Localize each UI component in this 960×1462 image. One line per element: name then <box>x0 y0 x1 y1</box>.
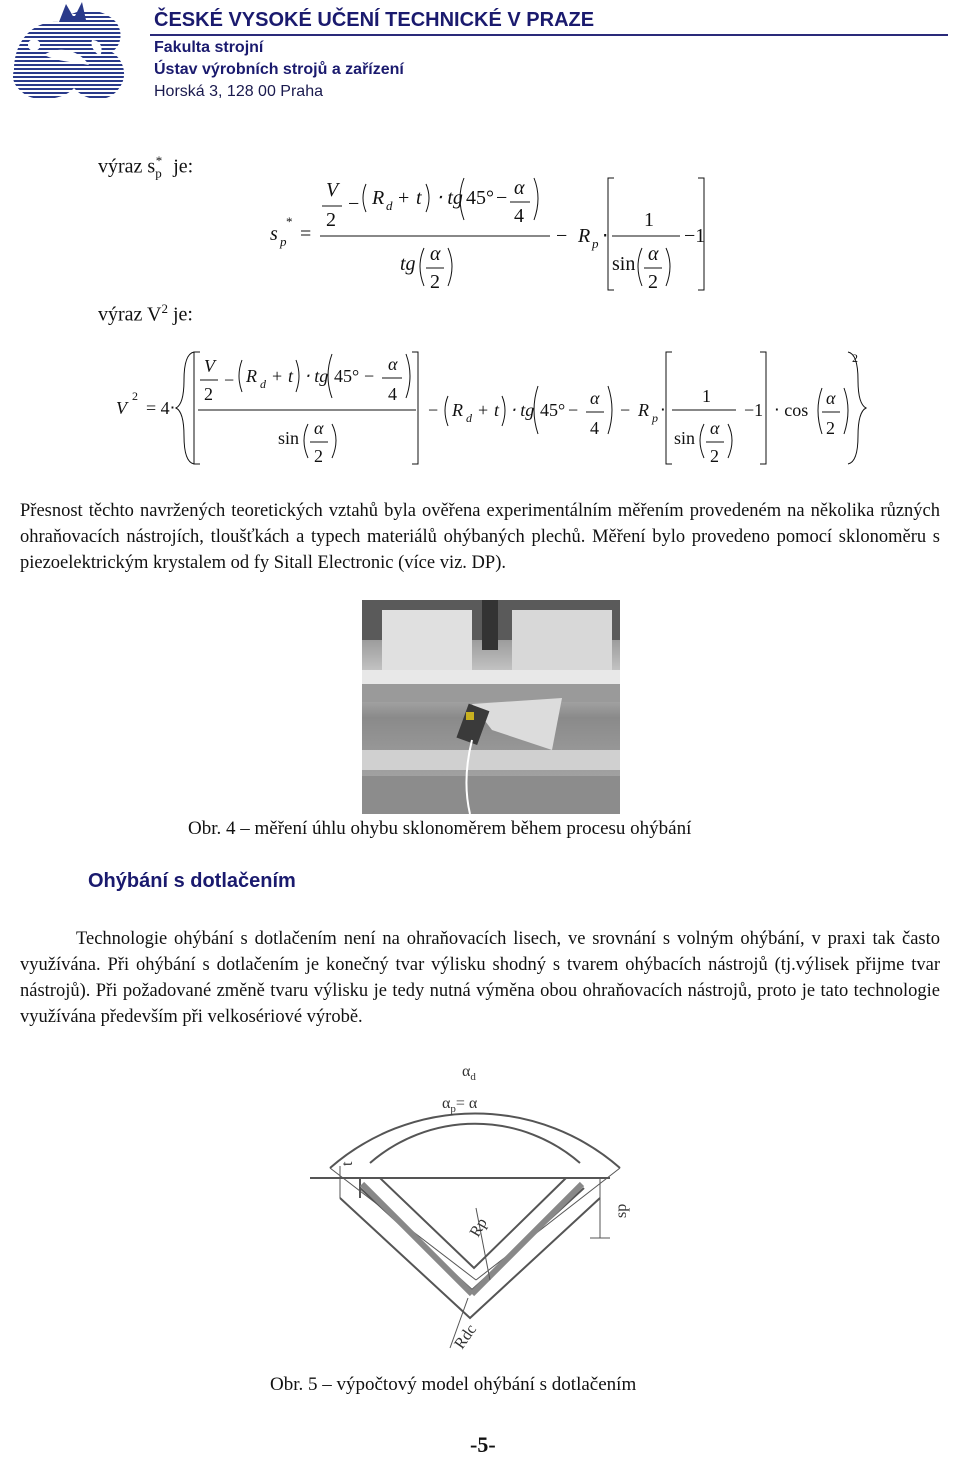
svg-text:45°: 45° <box>540 400 566 420</box>
svg-text:2: 2 <box>204 384 213 404</box>
svg-text:−: − <box>428 400 439 420</box>
v2-intro: výraz $V^2$ je: <box>98 301 193 326</box>
page-number: -5- <box>470 1432 496 1457</box>
svg-text:αp= α: $\alpha_p= \alpha$ <box>442 1095 478 1115</box>
svg-text:sin: sin <box>612 253 636 275</box>
svg-text:2: 2 <box>648 271 658 293</box>
svg-text:p: p <box>280 234 287 249</box>
svg-text:t: t <box>494 400 500 420</box>
svg-text:α: α <box>648 243 659 265</box>
svg-text:−1: −1 <box>744 400 764 420</box>
svg-text:1: 1 <box>702 386 711 406</box>
equation-v2 <box>112 340 872 470</box>
svg-text:d: d <box>386 198 393 213</box>
svg-text:tg: tg <box>400 253 416 275</box>
svg-text:t: t <box>416 187 422 209</box>
svg-text:α: α <box>514 177 525 199</box>
svg-text:V: V <box>326 179 339 201</box>
svg-text:R: R <box>452 400 463 420</box>
section-title: Ohýbání s dotlačením <box>88 870 296 892</box>
svg-text:α: α <box>826 388 836 408</box>
svg-text:α: α <box>430 243 441 265</box>
svg-text:⋅ cos: ⋅ cos <box>774 400 809 420</box>
svg-text:−: − <box>364 366 375 386</box>
svg-text:=: = <box>300 223 312 245</box>
svg-text:2: 2 <box>430 271 440 293</box>
svg-text:2: 2 <box>826 418 835 438</box>
diagram-coining-model <box>300 1058 660 1368</box>
svg-text:−: − <box>568 400 579 420</box>
university-logo <box>4 0 144 108</box>
svg-text:4: 4 <box>514 205 524 227</box>
svg-text:4: 4 <box>590 418 599 438</box>
svg-text:−: − <box>620 400 631 420</box>
svg-text:sin: sin <box>674 428 696 448</box>
svg-text:2: 2 <box>326 209 336 231</box>
svg-text:⋅ tg: ⋅ tg <box>436 187 463 209</box>
header-rule <box>150 34 948 36</box>
svg-text:⋅: ⋅ <box>660 400 666 420</box>
svg-text:⋅ tg: ⋅ tg <box>510 400 535 420</box>
svg-text:+: + <box>272 366 283 386</box>
svg-text:−1: −1 <box>684 225 706 247</box>
svg-text:R: R <box>246 366 257 386</box>
svg-text:+: + <box>478 400 489 420</box>
svg-text:V: V <box>204 356 215 376</box>
svg-text:R: R <box>638 400 649 420</box>
svg-text:p: p <box>592 236 599 251</box>
svg-text:α: α <box>314 418 324 438</box>
svg-text:+: + <box>398 187 410 209</box>
svg-text:t: t <box>339 1161 356 1166</box>
svg-text:45°: 45° <box>334 366 360 386</box>
svg-text:p: p <box>652 411 658 425</box>
photo-inclinometer-measurement <box>362 600 620 814</box>
svg-text:d: d <box>466 411 472 425</box>
svg-text:R: R <box>372 187 385 209</box>
svg-text:αd: $\alpha_d$ <box>462 1063 476 1083</box>
svg-text:⋅: ⋅ <box>602 225 609 247</box>
svg-text:α: α <box>590 388 600 408</box>
svg-text:⋅ tg: ⋅ tg <box>304 366 329 386</box>
svg-text:= 4⋅: = 4⋅ <box>146 398 176 418</box>
figure4-caption: Obr. 4 – měření úhlu ohybu sklonoměrem během procesu ohýbání <box>188 818 692 839</box>
svg-text:2: 2 <box>314 446 323 466</box>
svg-text:−: − <box>556 225 568 247</box>
sp-intro: výraz $s_p^*$ je: <box>98 153 194 181</box>
svg-text:Rp: Rp <box>466 1215 491 1240</box>
svg-text:t: t <box>288 366 294 386</box>
svg-text:4: 4 <box>388 384 397 404</box>
figure5-caption: Obr. 5 – výpočtový model ohýbání s dotlačením <box>270 1374 637 1395</box>
svg-text:−: − <box>348 193 360 215</box>
svg-text:2: 2 <box>852 351 858 365</box>
svg-text:*: * <box>286 214 293 229</box>
svg-text:sin: sin <box>278 428 300 448</box>
svg-text:Rdc: Rdc <box>451 1321 481 1353</box>
institute-name: Ústav výrobních strojů a zařízení <box>154 61 404 78</box>
svg-text:d: d <box>260 377 266 391</box>
equation-sp <box>260 170 720 300</box>
svg-text:2: 2 <box>710 446 719 466</box>
svg-text:R: R <box>578 225 591 247</box>
paragraph-coining: Technologie ohýbání s dotlačením není na ohraňovacích lisech, ve srovnání s volným ohýbání, v praxi tak často využívána. Při ohýbání s dotlačením je konečný tvar výlisku shodný s tvarem ohýbacích nástrojů (tj.výlisek přijme tvar nástrojů). Při požadované změně tvaru výlisku je tedy nutná výměna obou ohraňovacích nástrojů, proto je tato technologie využívána především při velkosériové výrobě. <box>20 929 940 1027</box>
svg-text:1: 1 <box>644 209 654 231</box>
svg-text:sp: sp <box>613 1203 630 1218</box>
svg-text:α: α <box>710 418 720 438</box>
svg-text:s: s <box>270 223 278 245</box>
address: Horská 3, 128 00 Praha <box>154 83 323 100</box>
svg-text:−: − <box>496 187 508 209</box>
faculty-name: Fakulta strojní <box>154 39 264 56</box>
paragraph-verification: Přesnost těchto navržených teoretických vztahů byla ověřena experimentálním měřením provedeném na několika různých ohraňovacích nástrojích, tloušťkách a typech materiálů ohýbaných plechů. Měření bylo provedeno pomocí sklonoměru s piezoelektrickým krystalem od fy Sitall Electronic (více viz. DP). <box>20 501 940 573</box>
svg-text:α: α <box>388 354 398 374</box>
university-name: ČESKÉ VYSOKÉ UČENÍ TECHNICKÉ V PRAZE <box>154 9 595 31</box>
svg-text:45°: 45° <box>466 187 494 209</box>
svg-text:2: 2 <box>132 389 138 403</box>
svg-text:−: − <box>224 370 235 390</box>
svg-text:V: V <box>116 398 127 418</box>
